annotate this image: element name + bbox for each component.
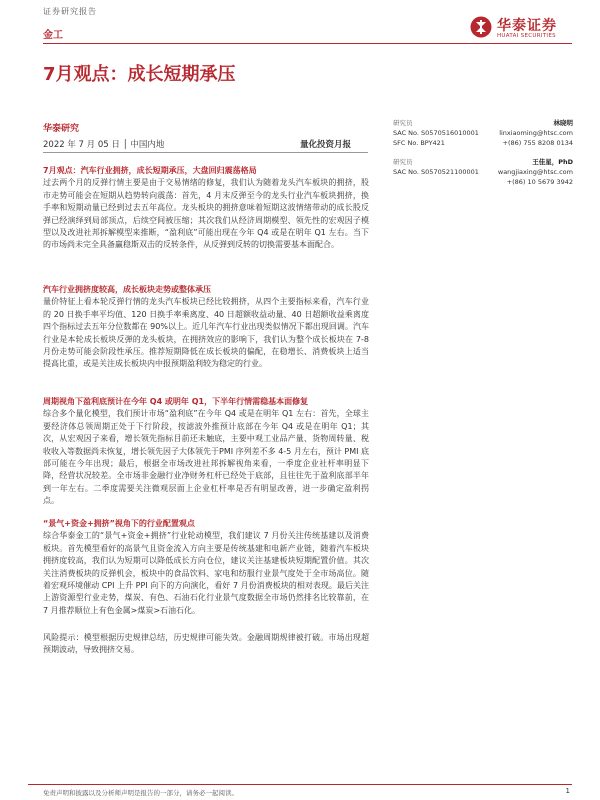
header-divider xyxy=(43,43,572,44)
section-outlook xyxy=(43,165,369,252)
report-type: 量化投资月报 xyxy=(300,140,352,150)
analyst-phone: +(86) 755 8208 0134 xyxy=(502,139,573,147)
section-cycle-view xyxy=(43,396,369,508)
page-number: 1 xyxy=(565,787,570,795)
section-heading: “景气+资金+拥挤”视角下的行业配置观点 xyxy=(43,519,195,528)
section-heading: 7月观点：汽车行业拥挤，成长短期承压，大盘回归震荡格局 xyxy=(43,166,257,175)
analyst-role: 研究员 xyxy=(393,158,413,166)
dateline-divider xyxy=(43,152,368,153)
risk-text: 风险提示：模型根据历史规律总结，历史规律可能失效。金融周期规律被打破。市场出现超预期波动，导致拥挤交易。 xyxy=(43,633,369,655)
analyst-name: 王佳星，PhD xyxy=(532,158,573,166)
logo-text-cn: 华泰证券 xyxy=(497,18,557,34)
footer-divider xyxy=(28,784,572,785)
analyst-phone: +(86) 10 5679 3942 xyxy=(506,178,573,186)
analyst-sac: SAC No. S0570521100001 xyxy=(393,168,479,176)
section-label: 金工 xyxy=(43,30,63,41)
company-logo xyxy=(470,14,570,42)
section-heading: 周期视角下盈利底预计在今年 Q4 或明年 Q1，下半年行情需稳基本面修复 xyxy=(43,397,309,406)
analyst-role: 研究员 xyxy=(393,119,413,127)
section-risk-warning xyxy=(43,632,369,657)
report-title: 7月观点：成长短期承压 xyxy=(43,64,236,85)
section-text: 综合多个量化模型，我们预计市场“盈利底”在今年 Q4 或是在明年 Q1 左右：首先，全球主要经济体总领周期正处于下行阶段，按滤波外推预计底部在今年 Q4 或是在明年 Q1；其次，从宏观因子来看，增长领先指标目前还未触底，主要中观工业品产量、货物周转量、税收收入等数据尚未恢复，增长领先因子大体领先于PMI 序列差不多 4-5 月左右，预计 PMI 底部可能在今年出现；最后，根据全市场改进社邦拆解视角来看，一季度企业社杆率明显下降，经营状况较差。全市场非金融行业净财务杠杆已经处于底部，且往往先于盈利底部半年到一年左右。二季度需要关注微观层面上企业杠杆率是否有明显改善，进一步确定盈利拐点。 xyxy=(43,409,369,506)
section-industry-allocation xyxy=(43,518,369,617)
section-text: 综合华泰金工的“景气+资金+拥挤”行业轮动模型，我们建议 7 月份关注传统基建以及消费板块。首先模型看好的高景气且资金流入方向主要是传统基建和电新产业链，随着汽车板块拥挤度较高，我们认为短期可以降低成长方向仓位，建议关注基建板块短期配置价值。其次关注消费板块的反弹机会，板块中的食品饮料、家电和纺服行业景气度处于全市场高位。随着宏观环境催动 CPI 上升 PPI 向下的方向演化，看好 7 月份消费板块的相对表现。最后关注上游资源型行业走势，煤炭、有色、石油石化行业景气度数据全市场仍然排名比较靠前，在 7 月推荐顺位上有色金属>煤炭>石油石化。 xyxy=(43,531,369,615)
research-label: 华泰研究 xyxy=(43,124,80,134)
section-text: 量价特征上看本轮反弹行情的龙头汽车板块已经比较拥挤，从四个主要指标来看，汽车行业的 20 日换手率平均值、120 日换手率乘离度、40 日超额收益动量、40 日超额收益乘离度四个指标过去五年分位数都在 90%以上。近几年汽车行业出现类似情况下都出现回调。汽车行业是本轮成长板块反弹的龙头板块，在拥挤效应的影响下，我们认为整个成长板块在 7-8 月份走势可能会阶段性承压。推荐短期降低在成长板块的偏配，在稳增长、消费板块上适当提高比重，或是关注成长板块内中报预期盈利较为稳定的行业。 xyxy=(43,297,369,369)
logo-text-en: HUATAI SECURITIES xyxy=(497,33,556,39)
huatai-logo-icon xyxy=(470,16,492,38)
analyst-sac: SAC No. S0570516010001 xyxy=(393,129,479,137)
report-dateline: 2022 年 7 月 05 日 │ 中国内地 xyxy=(43,140,165,150)
section-heading: 汽车行业拥挤度较高，成长板块走势或整体承压 xyxy=(43,285,211,294)
analyst-name: 林晓明 xyxy=(553,119,573,127)
analyst-sfc: SFC No. BPY421 xyxy=(393,139,445,147)
section-text: 过去两个月的反弹行情主要是由于交易情绪的修复，我们认为随着龙头汽车板块的拥挤，股市走势可能会在短期从趋势转向震荡：首先，4 月末反弹至今的龙头行业汽车板块拥挤，换手率和短期动量已经到过去五年高位。龙头板块的拥挤意味着短期这波情绪带动的成长股反弹已经演绎到局部顶点，后续空间被压缩；其次我们从经济周期模型、领先性的宏观因子模型以及改进社邦拆解模型来推断，“盈利底”可能出现在今年 Q4 或是在明年 Q1 左右。当下的市场尚未完全具备赢稳斯双击的反转条件，从反弹到反转的切换需要基本面配合。 xyxy=(43,178,369,250)
report-label: 证券研究报告 xyxy=(43,7,97,16)
section-auto-crowding xyxy=(43,284,369,371)
analyst-email[interactable]: wangjiaxing@htsc.com xyxy=(497,168,573,176)
analyst-email[interactable]: linxiaoming@htsc.com xyxy=(499,129,573,137)
footer-disclaimer: 免责声明和披露以及分析师声明是报告的一部分，请务必一起阅读。 xyxy=(43,789,238,797)
